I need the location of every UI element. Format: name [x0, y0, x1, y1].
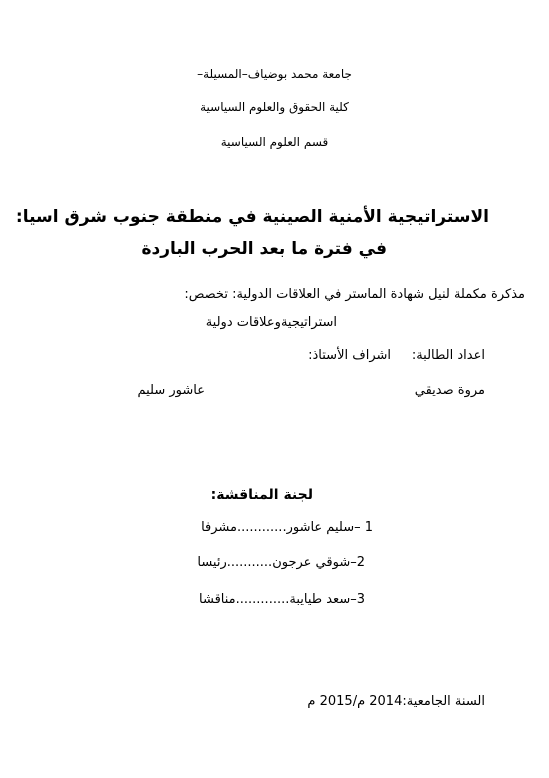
supervisor-name: عاشور سليم	[137, 383, 205, 398]
committee-member-2: 2–شوقي عرجون...........رئيسا	[197, 555, 365, 570]
student-name: مروة صديقي	[414, 383, 485, 398]
student-label: اعداد الطالبة:	[411, 348, 485, 363]
university-name: جامعة محمد بوضياف–المسيلة–	[197, 67, 352, 81]
faculty-name: كلية الحقوق والعلوم السياسية	[200, 100, 349, 114]
supervisor-label: اشراف الأستاذ:	[308, 348, 391, 363]
committee-heading: لجنة المناقشة:	[210, 487, 313, 503]
committee-member-1: 1 –سليم عاشور............مشرفا	[201, 520, 373, 535]
thesis-description-line-1: مذكرة مكملة لنيل شهادة الماستر في العلاقات الدولية: تخصص:	[184, 287, 525, 302]
thesis-description-line-2: استراتيجيةوعلاقات دولية	[205, 315, 337, 330]
committee-member-3: 3–سعد طيايبة.............مناقشا	[199, 592, 365, 607]
thesis-title-line-1: الاستراتيجية الأمنية الصينية في منطقة جنوب شرق اسيا:	[15, 207, 489, 227]
thesis-title-line-2: في فترة ما بعد الحرب الباردة	[141, 239, 387, 259]
department-name: قسم العلوم السياسية	[220, 135, 329, 149]
academic-year: السنة الجامعية:2014 م/2015 م	[307, 694, 485, 709]
